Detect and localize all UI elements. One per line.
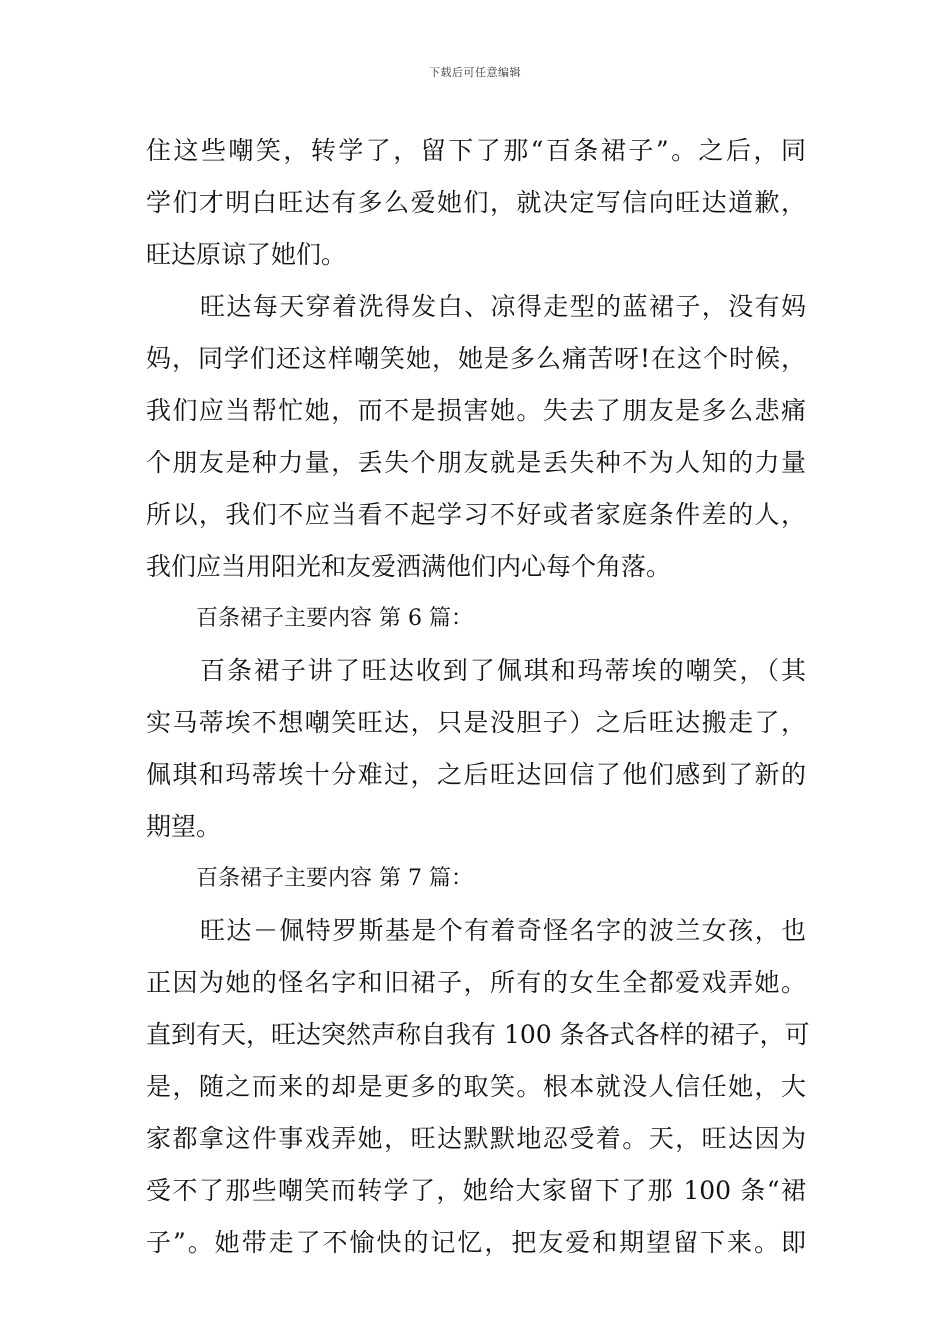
text-line: 旺达－佩特罗斯基是个有着奇怪名字的波兰女孩，也 bbox=[200, 916, 806, 945]
text-line: 旺达原谅了她们。 bbox=[146, 240, 347, 269]
text-line: 我们应当帮忙她，而不是损害她。失去了朋友是多么悲痛 bbox=[146, 396, 806, 425]
text-line: 是，随之而来的却是更多的取笑。根本就没人信任她，大 bbox=[146, 1072, 806, 1101]
text-line: 我们应当用阳光和友爱洒满他们内心每个角落。 bbox=[146, 552, 672, 581]
text-line: 家都拿这件事戏弄她，旺达默默地忍受着。天，旺达因为 bbox=[146, 1124, 806, 1153]
text-line: 佩琪和玛蒂埃十分难过，之后旺达回信了他们感到了新的 bbox=[146, 760, 806, 789]
section-heading: 百条裙子主要内容 第 7 篇： bbox=[196, 866, 473, 891]
text-line: 实马蒂埃不想嘲笑旺达，只是没胆子）之后旺达搬走了， bbox=[146, 708, 806, 737]
body-text bbox=[146, 128, 810, 1272]
text-line: 学们才明白旺达有多么爱她们，就决定写信向旺达道歉， bbox=[146, 188, 806, 217]
text-line: 直到有天，旺达突然声称自我有 100 条各式各样的裙子，可 bbox=[146, 1020, 810, 1049]
section-heading: 百条裙子主要内容 第 6 篇： bbox=[196, 606, 473, 631]
text-line: 所以，我们不应当看不起学习不好或者家庭条件差的人， bbox=[146, 500, 806, 529]
text-line: 百条裙子讲了旺达收到了佩琪和玛蒂埃的嘲笑，（其 bbox=[200, 656, 806, 685]
text-line: 受不了那些嘲笑而转学了，她给大家留下了那 100 条“裙 bbox=[146, 1176, 806, 1205]
page-header: 下载后可任意编辑 bbox=[429, 66, 521, 79]
text-line: 正因为她的怪名字和旧裙子，所有的女生全都爱戏弄她。 bbox=[146, 968, 806, 997]
text-line: 期望。 bbox=[146, 812, 222, 841]
text-line: 旺达每天穿着洗得发白、凉得走型的蓝裙子，没有妈 bbox=[200, 292, 806, 321]
text-line: 妈，同学们还这样嘲笑她，她是多么痛苦呀!在这个时候， bbox=[146, 344, 806, 373]
text-line: 个朋友是种力量，丢失个朋友就是丢失种不为人知的力量 bbox=[146, 448, 806, 477]
text-line: 子”。她带走了不愉快的记忆，把友爱和期望留下来。即 bbox=[146, 1228, 806, 1257]
text-line: 住这些嘲笑，转学了，留下了那“百条裙子”。之后，同 bbox=[146, 136, 806, 165]
